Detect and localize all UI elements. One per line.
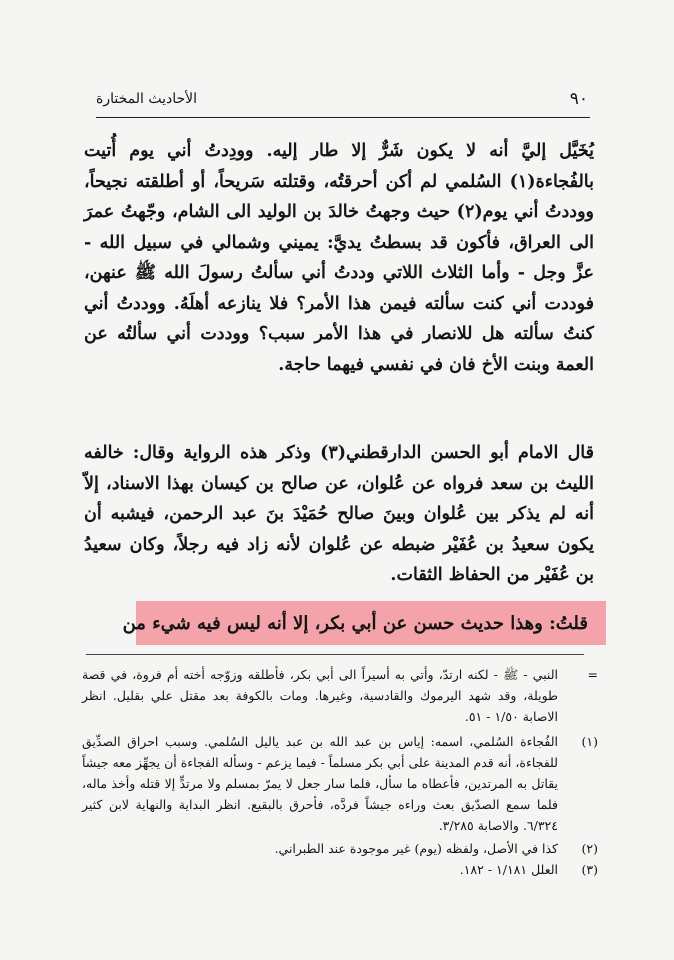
- header-rule: [96, 117, 590, 118]
- footnote-text: كذا في الأصل، ولفظه (يوم) غير موجودة عند الطبراني.: [274, 841, 558, 856]
- footnote-continuation: [82, 664, 598, 727]
- footnote-mark: (٣): [581, 862, 598, 877]
- footnote-1: [82, 731, 598, 836]
- highlighted-line: [90, 601, 606, 645]
- footnote-text: النبي - ﷺ - لكنه ارتدّ، وأتي به أسيراً الى أبي بكر، فأطلقه وزوّجه أخته أم فروة، في قصة طويلة، وقد شهد اليرموك والقادسية، وغيرها. ومات بالكوفة بعد مقتل علي بقليل. انظر الاصابة ١/٥٠ - ٥١.: [82, 667, 558, 724]
- footnote-3: [82, 859, 598, 880]
- page-number: ٩٠: [569, 89, 588, 109]
- body-paragraph-1: يُخَيَّل إليَّ أنه لا يكون شَرٌّ إلا طار إليه. وودِدتُ أني يوم أُتيت بالفُجاءة(١) السُلمي لم أكن أحرقتُه، وقتلته سَريحاً، أو أطلقته نجيحاً، ووددتُ أني يوم(٢) حيث وجهتُ خالدَ بن الوليد الى الشام، وجّهتُ عمرَ الى العراق، فأكون قد بسطتُ يديَّ: يميني وشمالي في سبيل الله - عزَّ وجل - وأما الثلاث اللاتي وددتُ أني سألتُ رسولَ الله ﷺ عنهن، فوددت أني كنت سألته فيمن هذا الأمر؟ فلا ينازعه أهلَهُ. ووددتُ أني كنتُ سألته هل للانصار في هذا الأمر سبب؟ ووددت أني سألتُه عن العمة وبنت الأخ فان في نفسي فيهما حاجة.: [84, 141, 594, 375]
- footnote-2: [82, 838, 598, 859]
- footnote-mark: =: [587, 667, 598, 682]
- body-paragraph-2: قال الامام أبو الحسن الدارقطني(٣) وذكر هذه الرواية وقال: خالفه الليث بن سعد فرواه عن عُلوان، عن صالح بن كيسان بهذا الاسناد، إلاّ أنه لم يذكر بين عُلوان وبينَ صالح حُمَيْدَ بنَ عبد الرحمن، فيشبه أن يكون سعيدُ بن عُفَيْر ضبطه عن عُلوان لأنه زاد فيه رجلاً، وكان سعيدُ بن عُفَيْر من الحفاظ الثقات.: [84, 443, 594, 585]
- footnote-rule: [86, 654, 584, 655]
- main-text: [84, 136, 594, 591]
- running-header: [96, 86, 588, 112]
- footnote-mark: (٢): [581, 841, 598, 856]
- highlighted-text: قلتُ: وهذا حديث حسن عن أبي بكر، إلا أنه ليس فيه شيء من: [122, 612, 588, 634]
- running-title: الأحاديث المختارة: [96, 91, 197, 107]
- footnote-mark: (١): [581, 734, 598, 749]
- footnotes: [82, 664, 598, 880]
- footnote-text: الفُجاءة السُلمي، اسمه: إياس بن عبد الله بن عبد ياليل السُلمي. وسبب احراق الصدِّيق للفجاءة، أنه قدم المدينة على أبي بكر مسلماً - فيما يزعم - وسأله الفجاءة أن يجهِّز معه جيشاً يقاتل به المرتدين، فأعطاه ما سأل، فلما سار جعل لا يمرّ بمسلم ولا مرتدٍّ إلا قتله وأخذ ماله، فلما سمع الصدّيق بعث وراءه جيشاً فردَّه، فأحرق بالبقيع. انظر البداية والنهاية لابن كثير ٦/٣٢٤. والاصابة ٣/٢٨٥.: [82, 734, 558, 833]
- footnote-text: العلل ١/١٨١ - ١٨٢.: [459, 862, 558, 877]
